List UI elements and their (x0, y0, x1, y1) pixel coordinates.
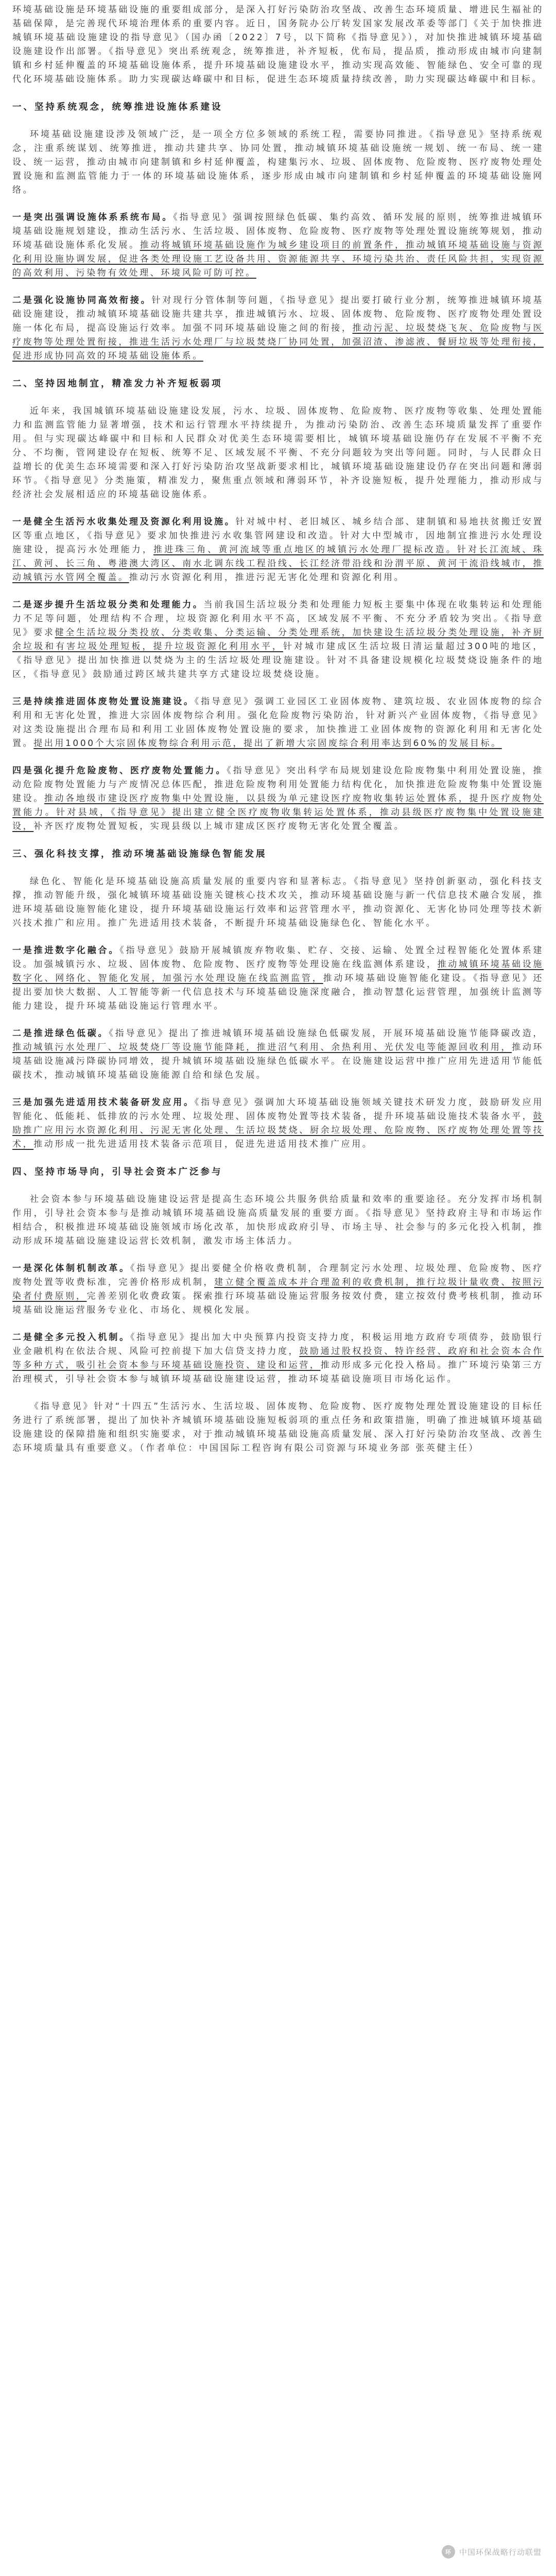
paragraph (12, 764, 544, 834)
paragraph: 《指导意见》针对“十四五”生活污水、生活垃圾、固体废物、危险废物、医疗废物处理处置设施建设的目标任务进行了系统部署，提出了加快补齐城镇环境基础设施短板弱项的重点任务和政策措施，明确了推进城镇环境基础设施建设的保障措施和组织实施要求，对于推动城镇环境基础设施高质量发展、深入打好污染防治攻坚战、改善生态环境质量具有重要意义。（作者单位：中国国际工程咨询有限公司资源与环境业务部 张英健主任） (12, 1401, 544, 1453)
highlighted-text: 鼓励通过股权投资、特许经营、政府和社会资本合作等多种方式，吸引社会资本参与环境基础设施投资、建设和运营， (12, 1346, 544, 1370)
paragraph-text: 针对现行分管体制等问题，《指导意见》提出要打破行业分割，统筹推进城镇环境基础设施建设，推动城镇环境基础设施共建共享，推进城镇污水、垃圾、固体废物、危险废物、医疗废物处理处置设施一体化布局，提高设施运行效率。加强不同环境基础设施之间的衔接， (12, 295, 544, 333)
paragraph (12, 944, 544, 1013)
highlighted-text: 推动城镇环境基础设施数字化、网络化、智能化发展，加强污水处理设施在线监测监管， (12, 959, 544, 984)
point-title: 一是突出强调设施体系系统布局。 (12, 212, 173, 223)
section-heading: 一、坚持系统观念，统筹推进设施体系建设 (12, 102, 223, 112)
point-title: 二是强化设施协同高效衔接。 (12, 295, 152, 306)
paragraph (12, 1027, 544, 1082)
paragraph-text: 当前我国生活垃圾分类和处理能力短板主要集中体现在收集转运和处理能力不足等问题，处理结构不合理，垃圾资源化利用水平不高，区域发展不平衡、不充分矛盾较为突出。《指导意见》要求 (12, 600, 544, 638)
highlighted-text: 推动城镇污水处理厂、垃圾焚烧厂等设施节能降耗，推进沼气利用、余热利用、光伏发电等能源回收利用， (12, 1042, 512, 1053)
paragraph-text: 《指导意见》强调按照绿色低碳、集约高效、循环发展的原则，统筹推进城镇环境基础设施规划建设，推动生活污水、生活垃圾、固体废物、危险废物、医疗废物等处理处置设施统筹规划，推动环境基础设施体系化发展。 (12, 212, 544, 250)
point-title: 一是深化体制机制改革。 (12, 1263, 130, 1274)
highlighted-text: 鼓励推广应用污水资源化利用、污泥无害化处理、生活垃圾焚烧、厨余垃圾处理、危险废物、医疗废物处理处置等技术， (12, 1111, 544, 1149)
highlighted-text: 推进珠三角、黄河流域等重点地区的城镇污水处理厂提标改造。针对长江流域、珠江、黄河、长三角、粤港澳大湾区、南水北调东线工程沿线、长江经济带沿线和汾渭平原、黄河干流沿线城市，推动城镇污水管网全覆盖。 (12, 545, 544, 583)
point-title: 一是健全生活污水收集处理及资源化利用设施。 (12, 517, 236, 527)
paragraph: 绿色化、智能化是环境基础设施高质量发展的重要内容和显著标志。《指导意见》坚持创新驱动，强化科技支撑，推动智能升级，强化城镇环境基础设施关键核心技术攻关，推动环境基础设施与新一代信息技术融合发展，推进环境基础设施智能化建设，提升环境基础设施运行效率和运营管理水平，推动资源化、无害化协同处理等技术新兴技术推广和应用。推广先进适用技术装备，不断提升环境基础设施绿色化、智能化水平。 (12, 876, 544, 928)
paragraph-text: 补齐医疗废物处置短板，实现县级以上城市建成区医疗废物无害化处置全覆盖。 (33, 821, 405, 832)
point-title: 二是推进绿色低碳。 (12, 1028, 109, 1039)
watermark-logo-icon: 环 (442, 2545, 455, 2558)
highlighted-text: 推动各地级市建设医疗废物集中处置设施，以县级为单元建设医疗废物收集转运处置体系，提升医疗废物处置能力。针对县域，《指导意见》提出建立健全医疗废物收集转运处置体系，推动县级医疗废物集中处置设施建设， (12, 793, 544, 832)
point-title: 三是加强先进适用技术装备研发应用。 (12, 1097, 195, 1108)
highlighted-text: 健全生活垃圾分类投放、分类收集、分类运输、分类处理系统，加快建设生活垃圾分类处理设施，补齐厨余垃圾和有害垃圾处理短板，提升垃圾资源化利用水平， (12, 628, 544, 652)
paragraph (12, 1331, 544, 1386)
paragraph-text: 针对城中村、老旧城区、城乡结合部、建制镇和易地扶贫搬迁安置区等重点地区，《指导意见》要求加快推进污水收集管网建设和改造。针对大中型城市，因地制宜推进污水处理设施建设，提高污水处理能力， (12, 517, 544, 555)
paragraph-text: 推动形成一批先进适用技术装备示范项目，促进先进适用技术推广应用。 (33, 1139, 373, 1149)
paragraph: 环境基础设施是环境基础设施的重要组成部分，是深入打好污染防治攻坚战、改善生态环境质量、增进民生福祉的基础保障，是完善现代环境治理体系的重要内容。近日，国务院办公厅转发国家发展改革委等部门《关于加快推进城镇环境基础设施建设的指导意见》（国办函〔2022〕7号，以下简称《指导意见》），对加快推进城镇环境基础设施建设作出部署。《指导意见》突出系统观念，统筹推进，补齐短板，优布局，提品质，推动形成由城市向建制镇和乡村延伸覆盖的环境基础设施体系，提升环境基础设施建设水平，推动实现高效能、智能绿色、安全可靠的现代化环境基础设施体系。助力实现碳达峰碳中和目标，促进生态环境质量持续改善，助力实现碳达峰碳中和目标。 (12, 5, 544, 84)
paragraph-text: 《指导意见》鼓励开展城镇废弃物收集、贮存、交接、运输、处置全过程智能化处置体系建设。加强城镇污水、垃圾、固体废物、危险废物、医疗废物等处理设施在线监测体系建设， (12, 945, 544, 970)
watermark (442, 2545, 542, 2558)
highlighted-text: 推动将城镇环境基础设施作为城乡建设项目的前置条件，推动城镇环境基础设施与资源化利用设施协调发展，促进各类处理设施工艺设备共用、资源能源共享、环境污染共治、责任风险共担，实现资源的高效利用、污染物有效处理、环境风险可防可控。 (12, 240, 544, 278)
paragraph-text: 针对城市建成区生活垃圾日清运量超过300吨的地区，《指导意见》提出加快推进以焚烧为主的生活垃圾处理设施建设。针对不具备建设规模化垃圾焚烧设施条件的地区，《指导意见》鼓励通过跨区域共建共享方式建设垃圾焚烧设施。 (12, 641, 544, 680)
point-title: 一是推进数字化融合。 (12, 945, 120, 956)
section-heading: 二、坚持因地制宜，精准发力补齐短板弱项 (12, 379, 223, 389)
paragraph (12, 598, 544, 682)
highlighted-text: 建立健全覆盖成本并合理盈利的收费机制，推行垃圾计量收费、按照污染者付费原则， (12, 1277, 544, 1301)
paragraph (12, 1096, 544, 1151)
paragraph (12, 211, 544, 280)
paragraph-text: 《指导意见》提出加大中央预算内投资支持力度，积极运用地方政府专项债券，鼓励银行业金融机构在依法合规、风险可控前提下加大信贷支持力度， (12, 1332, 544, 1357)
section-heading: 三、强化科技支撑，推动环境基础设施绿色智能发展 (12, 849, 267, 859)
paragraph-text: 推动环境基础设施减污降碳协同增效，提升城镇环境基础设施绿色低碳水平。在设施建设运营中推广应用先进适用节能低碳技术，推动城镇环境基础设施能源自给和绿色发展。 (12, 1042, 544, 1080)
paragraph-text: 推动环境基础设施智能化建设。《指导意见》还提出要加快大数据、人工智能等新一代信息技术与环境基础设施深度融合，推动智慧化运营管理，加强统计监测等能力建设，提升环境基础设施运行管理水平。 (12, 973, 544, 1011)
section-heading: 四、坚持市场导向，引导社会资本广泛参与 (12, 1167, 223, 1177)
paragraph (12, 294, 544, 363)
paragraph: 近年来，我国城镇环境基础设施建设发展，污水、垃圾、固体废物、危险废物、医疗废物等收集、处理处置能力和监测监管能力显著增强，技术和运行管理水平持续提升，为推动污染防治、改善生态环境质量发挥了重要作用。但与实现碳达峰碳中和目标和人民群众对优美生态环境需要相比，城镇环境基础设施仍存在发展不平衡不充分、不均衡，管网建设存在短板、统筹不足、区域发展不平衡、不充分问题较为突出等问题。同时，与人民群众日益增长的优美生态环境需要和深入打好污染防治攻坚战新要求相比，城镇环境基础设施建设仍存在突出问题和薄弱环节。《指导意见》分类施策，精准发力，聚焦重点领域和薄弱环节，补齐设施短板，提升处理能力，推动形成与经济社会发展相适应的环境基础设施体系。 (12, 406, 544, 500)
paragraph-text: 《指导意见》突出科学布局规划建设危险废物集中利用处置设施，推动危险废物处置能力与产废情况总体匹配，推进危险废物利用处置能力结构优化，加快推进危险废物集中处置设施建设。 (12, 766, 544, 804)
paragraph-text: 《指导意见》强调工业园区工业固体废物、建筑垃圾、农业固体废物的综合利用和无害化处置，推进大宗固体废物综合利用。强化危险废物污染防治，针对新兴产业固体废物，《指导意见》对这类设施提出合理布局和利用工业固体废物处置设施的要求，加快推进工业固体废物的资源化利用和无害化处置。 (12, 697, 544, 749)
paragraph-text: 《指导意见》强调加大环境基础设施领域关键技术研发力度，鼓励研发应用智能化、低能耗、低排放的污水处理、垃圾处理、固体废物处置等技术装备，提升环境基础设施技术装备水平， (12, 1097, 544, 1122)
paragraph-text: 《指导意见》提出要健全价格收费机制，合理制定污水处理、垃圾处理、危险废物、医疗废物处置等收费标准，完善价格形成机制， (12, 1263, 544, 1287)
point-title: 二是逐步提升生活垃圾分类和处理能力。 (12, 600, 204, 610)
highlighted-text: 推动污泥、垃圾焚烧飞灰、危险废物与医疗废物等处理处置衔接，推进生活污水处理厂与垃圾焚烧厂协同处置，加强沼渣、渗滤液、餐厨垃圾等处理衔接，促进形成协同高效的环境基础设施体系。 (12, 323, 544, 361)
paragraph (12, 695, 544, 751)
point-title: 三是持续推进固体废物处置设施建设。 (12, 697, 195, 707)
highlighted-text: 提出用1000个大宗固体废物综合利用示范，提出了新增大宗固废综合利用率达到60%的发展目标。 (33, 738, 502, 749)
point-title: 二是健全多元投入机制。 (12, 1332, 130, 1343)
paragraph: 社会资本参与环境基础设施建设运营是提高生态环境公共服务供给质量和效率的重要途径。充分发挥市场机制作用，引导社会资本参与是推动城镇环境基础设施高质量发展的重要方面。《指导意见》坚持政府主导和市场运作相结合，积极推进环境基础设施领域市场化改革，加快形成政府引导、市场主导、社会参与的多元化投入机制，推动形成环境基础设施建设运营长效机制，激发市场主体活力。 (12, 1194, 544, 1246)
paragraph (12, 515, 544, 585)
point-title: 四是强化提升危险废物、医疗废物处置能力。 (12, 766, 227, 776)
watermark-text: 中国环保战略行动联盟 (459, 2547, 542, 2557)
paragraph (12, 1262, 544, 1317)
paragraph-text: 完善差别化收费政策。探索推行环境基础设施运营服务按效付费，建立按效付费考核机制，推动环境基础设施运营服务专业化、市场化、规模化发展。 (12, 1291, 544, 1315)
paragraph: 环境基础设施建设涉及领域广泛，是一项全方位多领域的系统工程，需要协同推进。《指导意见》坚持系统观念，注重系统谋划、统筹推进，推动共建共享、协同处置，推动城镇环境基础设施统一规划、统一布局、统一建设、统一运营，推动由城市向建制镇和乡村延伸覆盖，构建集污水、垃圾、固体废物、危险废物、医疗废物处理处置设施和监测监管能力于一体的环境基础设施体系，逐步形成由城市向建制镇和乡村延伸覆盖的环境基础设施网络。 (12, 129, 544, 195)
paragraph-text: 推动形成多元化投入格局。推广环境污染第三方治理模式，引导社会资本参与城镇环境基础设施建设运营，推动环境基础设施项目市场化运作。 (12, 1360, 544, 1384)
paragraph-text: 《指导意见》提出了推进城镇环境基础设施绿色低碳发展，开展环境基础设施节能降碳改造， (109, 1028, 544, 1039)
paragraph-text: 推动污水资源化利用，推进污泥无害化处理和资源化利用。 (129, 572, 405, 583)
